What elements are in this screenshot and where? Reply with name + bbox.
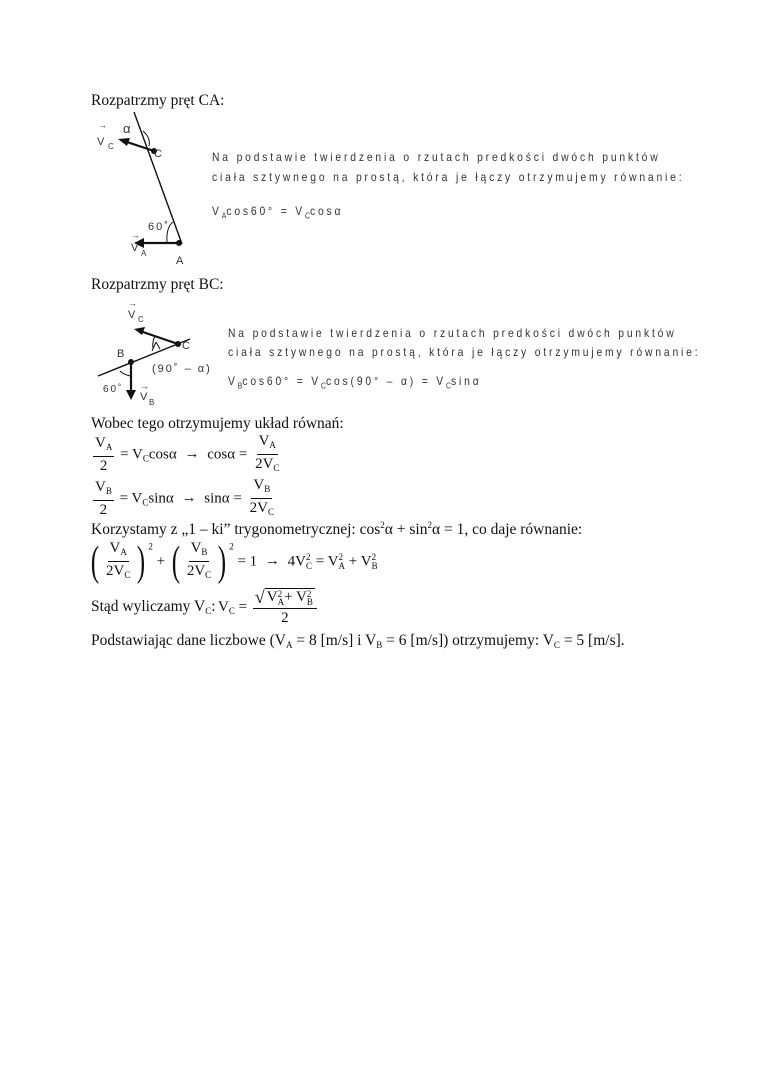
- diagram-rod-bc: [90, 294, 220, 410]
- vector-vb-head: [126, 390, 136, 400]
- vc2-label: V: [128, 309, 136, 321]
- section1-heading: Rozpatrzmy pręt CA:: [91, 92, 225, 109]
- final-line: Podstawiając dane liczbowe ($V_A = 8$ [m/s] i $V_B = 6$ [m/s]) otrzymujemy: $V_C = 5$ [m/s].: [91, 632, 625, 650]
- section2-equation: $V_B\cos 60^\circ = V_C\cos(90^\circ - \alpha) = V_C\sin\alpha$: [228, 374, 482, 391]
- angle-60b-label: 60˚: [103, 384, 124, 395]
- diagram-rod-ca: [90, 110, 200, 270]
- vector-vc-head: [118, 138, 130, 146]
- section2-heading: Rozpatrzmy pręt BC:: [91, 276, 224, 293]
- section1-text-line2: ciała sztywnego na prostą, która je łączy otrzymujemy równanie:: [212, 170, 685, 184]
- alpha-label: α: [123, 121, 131, 136]
- vb-sub: B: [149, 398, 155, 407]
- c2-label: C: [182, 340, 190, 352]
- section2-text-line2: ciała sztywnego na prostą, która je łączy otrzymujemy równanie:: [228, 345, 701, 359]
- result-equation: $V_C$ = √ V 2 A + V 2 B 2: [218, 588, 319, 627]
- equation-3: ( $\frac{V_A}{2V_C}$ ) $^2$ + ( $\frac{V_B}{2V_C}$ ) $^2$ = 1 → 4V 2 C = V 2 A + V 2 B: [90, 539, 378, 585]
- va-sub: A: [141, 249, 147, 258]
- vc2-arrow-mark: →: [128, 298, 137, 308]
- angle-60-label: 60˚: [148, 221, 170, 233]
- va-label: V: [131, 242, 139, 254]
- vc-sub: C: [108, 142, 114, 151]
- b-label: B: [117, 348, 125, 360]
- section1-equation: $V_A\cos 60^\circ = V_C\cos\alpha$: [212, 204, 344, 221]
- a-label: A: [176, 255, 184, 267]
- equation-1: $\frac{V_A}{2}$ = $V_C\cos\alpha \to \cos\alpha$ = $\frac{V_A}{2V_C}$: [95, 433, 280, 474]
- section1-text-line1: Na podstawie twierdzenia o rzutach predkości dwóch punktów: [212, 150, 661, 164]
- vb-arrow-mark: →: [140, 381, 149, 391]
- va-arrow-mark: →: [131, 230, 140, 240]
- section2-text-line1: Na podstawie twierdzenia o rzutach predkości dwóch punktów: [228, 326, 677, 340]
- angle-arc-60b: [120, 371, 131, 376]
- identity-line: Korzystamy z „1 – ki” trygonometrycznej: $\cos^2\alpha + \sin^2\alpha = 1$, co daje równanie:: [91, 520, 583, 538]
- vector-vc2-head: [134, 327, 145, 335]
- vc-label: V: [97, 136, 105, 148]
- result-line: Stąd wyliczamy $V_C$:: [91, 598, 216, 616]
- vector-vc2: [140, 331, 178, 344]
- c-label: C: [154, 148, 162, 160]
- vb-label: V: [140, 391, 148, 403]
- equation-2: $\frac{V_B}{2}$ = $V_C\sin\alpha \to \sin\alpha$ = $\frac{V_B}{2V_C}$: [95, 477, 274, 518]
- vc2-sub: C: [138, 315, 144, 324]
- vc-arrow-mark: →: [98, 120, 107, 130]
- angle-90-alpha-label: (90˚ – α): [152, 363, 212, 375]
- system-heading: Wobec tego otrzymujemy układ równań:: [91, 415, 344, 432]
